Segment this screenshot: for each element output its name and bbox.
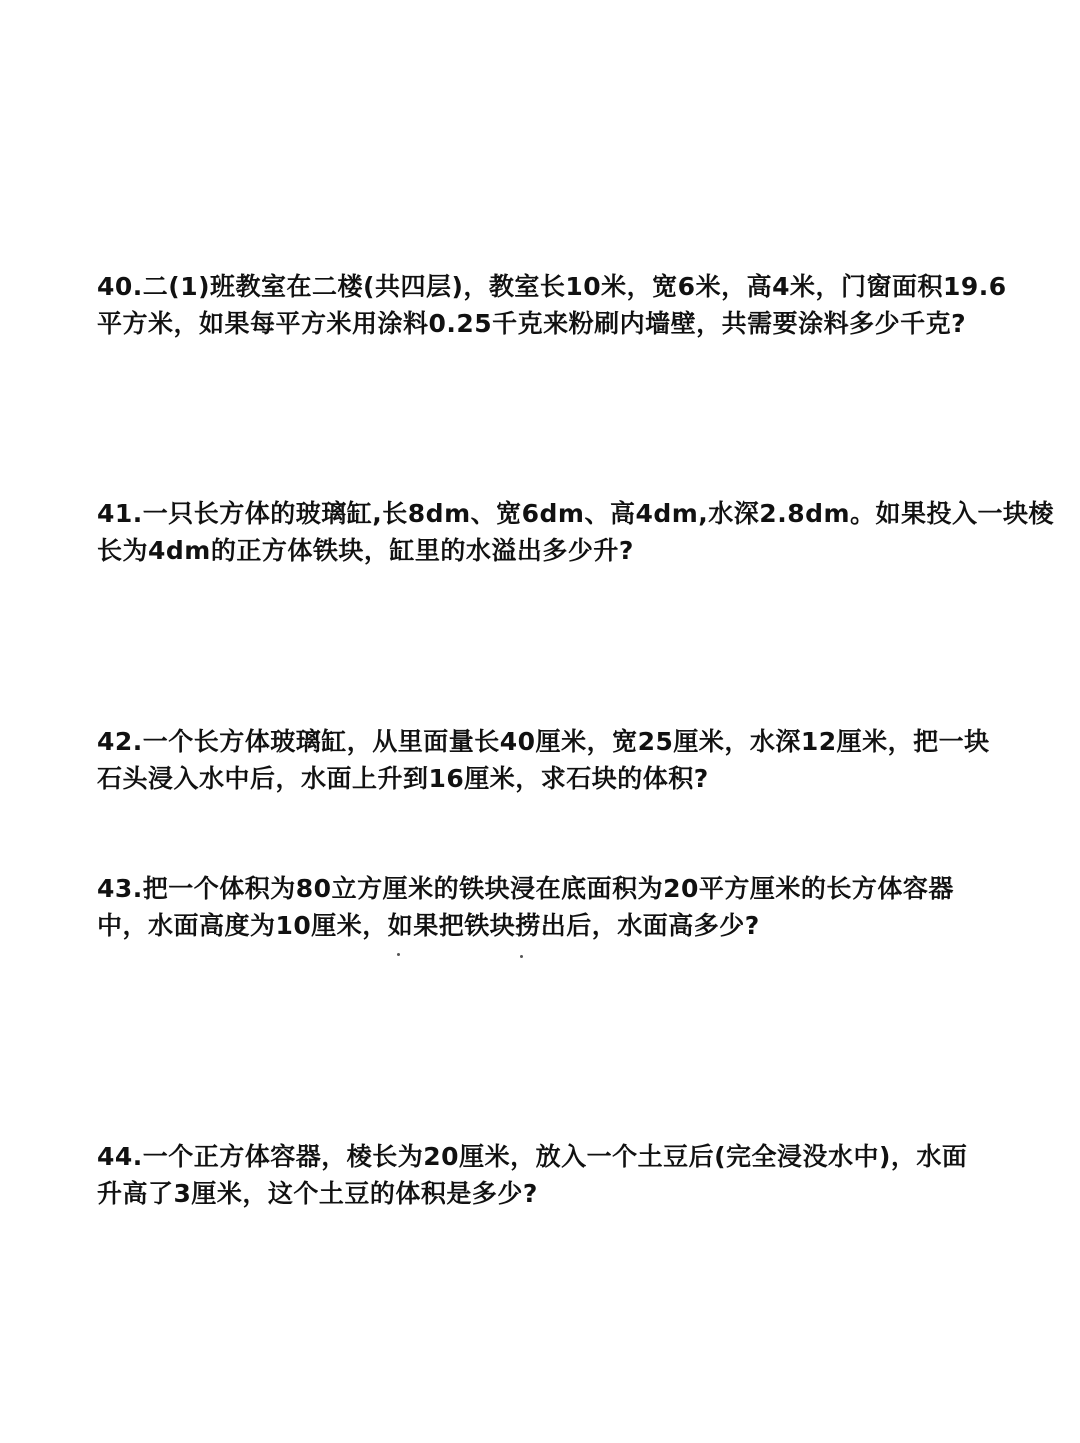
- problem-43-line-2: 中，水面高度为10厘米，如果把铁块捞出后，水面高多少?: [97, 911, 760, 940]
- problem-44: [97, 1138, 997, 1212]
- problem-40: [97, 268, 1007, 342]
- scan-speck: [397, 953, 400, 956]
- problem-40-line-1: 40.二(1)班教室在二楼(共四层)，教室长10米，宽6米，高4米，门窗面积19.6: [97, 272, 1007, 301]
- problem-43: [97, 870, 997, 944]
- problem-42: [97, 723, 997, 797]
- problem-43-line-1: 43.把一个体积为80立方厘米的铁块浸在底面积为20平方厘米的长方体容器: [97, 874, 954, 903]
- problem-41-line-2: 长为4dm的正方体铁块，缸里的水溢出多少升?: [97, 536, 634, 565]
- problem-41: [97, 495, 1055, 569]
- problem-42-line-1: 42.一个长方体玻璃缸，从里面量长40厘米，宽25厘米，水深12厘米，把一块: [97, 727, 990, 756]
- scan-speck: [520, 955, 523, 958]
- problem-40-line-2: 平方米，如果每平方米用涂料0.25千克来粉刷内墙壁，共需要涂料多少千克?: [97, 309, 967, 338]
- problem-42-line-2: 石头浸入水中后，水面上升到16厘米，求石块的体积?: [97, 764, 709, 793]
- problem-41-line-1: 41.一只长方体的玻璃缸,长8dm、宽6dm、高4dm,水深2.8dm。如果投入一块棱: [97, 499, 1055, 528]
- problem-44-line-2: 升高了3厘米，这个土豆的体积是多少?: [97, 1179, 538, 1208]
- problem-44-line-1: 44.一个正方体容器，棱长为20厘米，放入一个土豆后(完全浸没水中)，水面: [97, 1142, 968, 1171]
